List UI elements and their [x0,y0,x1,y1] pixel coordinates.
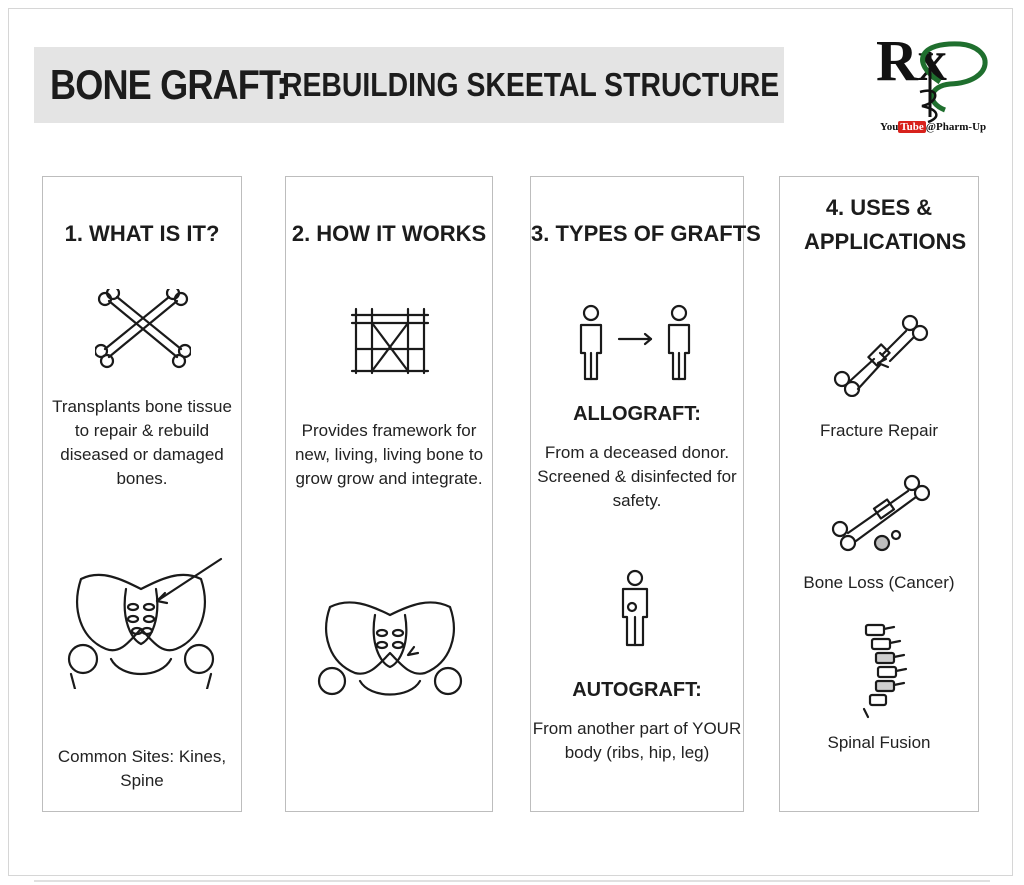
fractured-bone-icon [830,313,930,397]
bottom-divider [34,880,990,882]
person-icon [617,569,653,649]
logo-caption [880,121,1000,133]
bone-loss-icon [830,473,930,557]
panel-footer: Common Sites: Kines, Spine [57,747,227,790]
panel-types-of-grafts [530,176,761,812]
use-bone-loss: Bone Loss (Cancer) [803,573,955,592]
logo-caption-you: You [880,121,899,133]
panel-how-it-works [285,176,493,812]
rx-logo-letters: Rx [876,28,947,93]
logo-caption-handle: @Pharm-Up [925,121,987,133]
panel-heading: 2. HOW IT WORKS [291,221,487,246]
panel-heading: 4. USES & APPLICATIONS [804,195,967,254]
autograft-title: AUTOGRAFT: [572,679,702,701]
scaffold-icon [350,305,430,377]
panel-heading: 3. TYPES OF GRAFTS [531,221,761,246]
page-title: BONE GRAFT: [50,61,288,108]
panel-what-is-it [42,176,242,812]
crossed-bones-icon [95,289,191,369]
allograft-description: From a deceased donor. Screened & disinfected for safety. [537,443,737,510]
panel-uses-applications [779,176,979,812]
pelvis-icon [310,577,470,707]
logo-caption-tube: Tube [900,121,924,133]
autograft-description: From another part of YOUR body (ribs, hip, leg) [532,719,742,762]
allograft-title: ALLOGRAFT: [573,403,701,425]
use-spinal-fusion: Spinal Fusion [827,733,931,752]
panel-heading: 1. WHAT IS IT? [64,221,220,246]
pelvis-icon [61,549,231,689]
spine-icon [850,621,910,721]
title-banner [34,47,784,123]
page-subtitle: REBUILDING SKEETAL STRUCTURE [282,66,780,103]
panel-text: Transplants bone tissue to repair & rebuild diseased or damaged bones. [52,397,232,488]
panel-text: Provides framework for new, living, living bone to grow grow and integrate. [294,421,484,488]
donor-transfer-icon [575,303,699,383]
use-fracture-repair: Fracture Repair [819,421,939,440]
